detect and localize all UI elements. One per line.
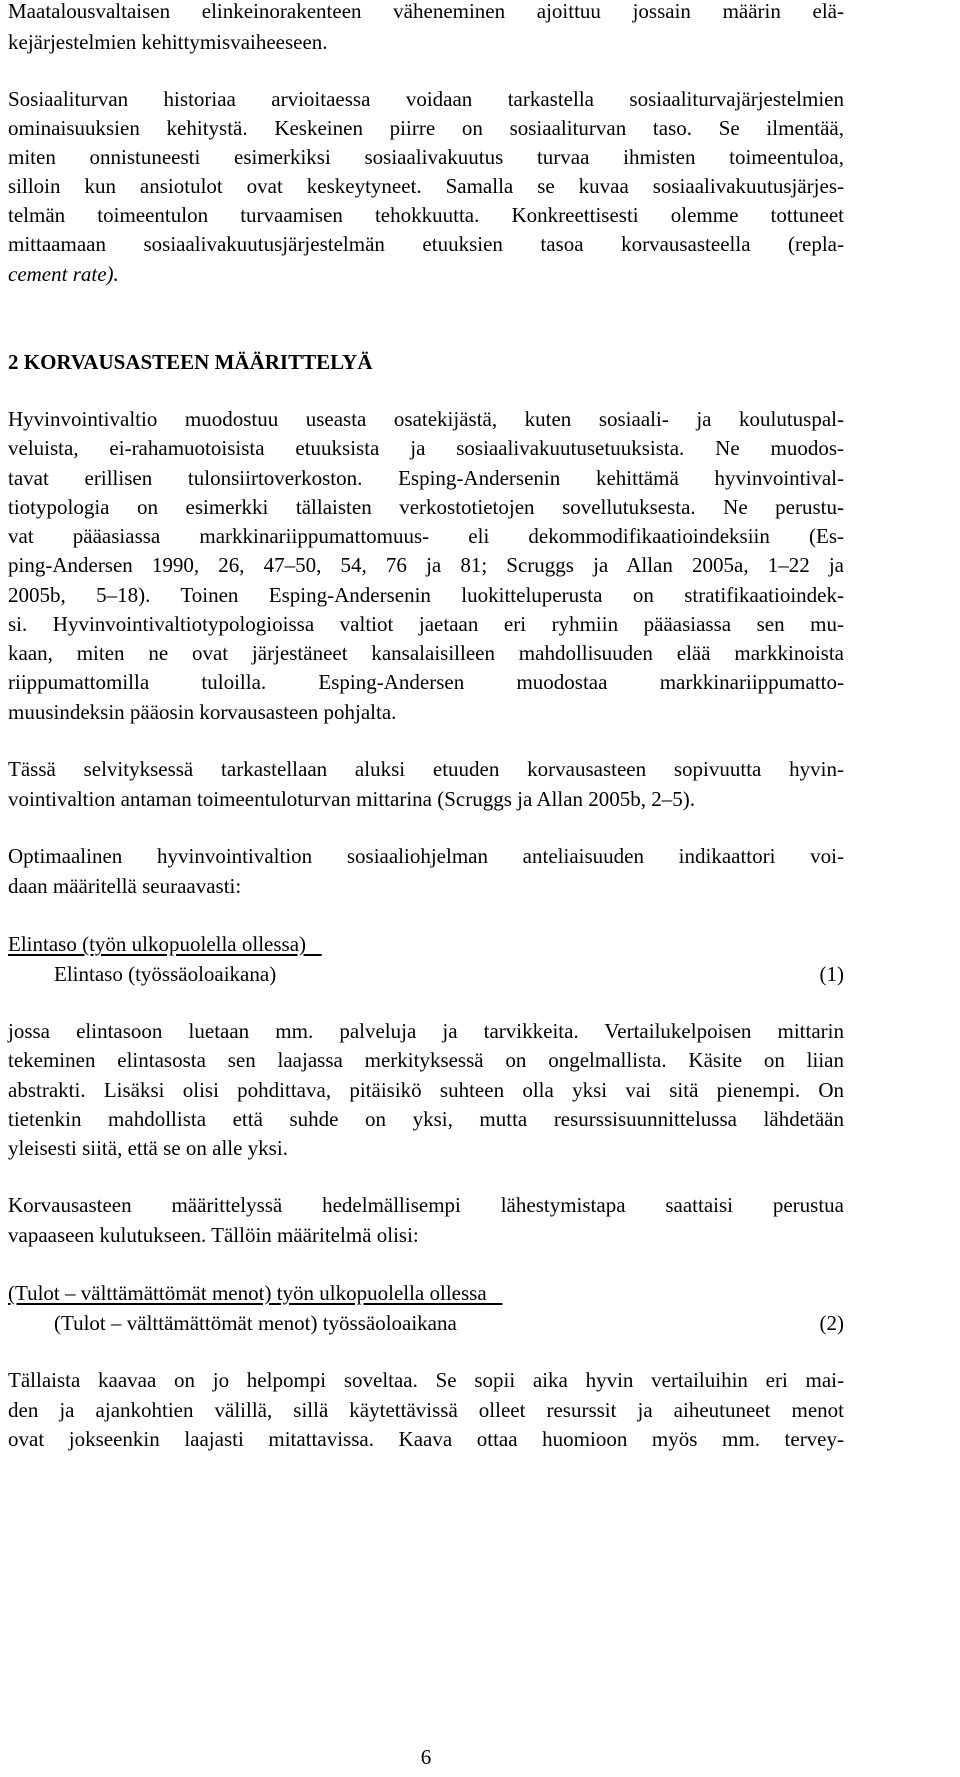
paragraph-2-line-7-italic: cement rate). [8, 262, 119, 286]
paragraph-3-line-7: 2005b, 5–18). Toinen Esping-Andersenin luokitteluperusta on stratifikaatioindek- [8, 583, 844, 607]
equation-2-number: (2) [819, 1311, 844, 1335]
paragraph-2-line-3: miten onnistuneesti esimerkiksi sosiaalivakuutus turvaa ihmisten toimeentuloa, [8, 145, 844, 169]
paragraph-6-line-5: yleisesti siitä, että se on alle yksi. [8, 1136, 288, 1160]
paragraph-3-line-2: veluista, ei-rahamuotoisista etuuksista ja sosiaalivakuutusetuuksista. Ne muodos- [8, 436, 844, 460]
paragraph-3-line-8: si. Hyvinvointivaltiotypologioissa valtiot jaetaan eri ryhmiin pääasiassa sen mu- [8, 612, 844, 636]
paragraph-6-line-2: tekeminen elintasosta sen laajassa merkityksessä on ongelmallista. Käsite on liian [8, 1048, 844, 1072]
equation-2-fraction-bar-tail [487, 1281, 503, 1305]
paragraph-1-line-1: Maatalousvaltaisen elinkeinorakenteen väheneminen ajoittuu jossain määrin elä- [8, 0, 844, 23]
paragraph-3-line-1: Hyvinvointivaltio muodostuu useasta osatekijästä, kuten sosiaali- ja koulutuspal- [8, 407, 844, 431]
paragraph-1-line-2: kejärjestelmien kehittymisvaiheeseen. [8, 30, 328, 54]
paragraph-4-line-2: vointivaltion antaman toimeentuloturvan mittarina (Scruggs ja Allan 2005b, 2–5). [8, 787, 696, 811]
paragraph-7-line-2: vapaaseen kulutukseen. Tällöin määritelmä olisi: [8, 1223, 419, 1247]
paragraph-8-line-2: den ja ajankohtien välillä, sillä käytettävissä olleet resurssit ja aiheutuneet menot [8, 1398, 844, 1422]
paragraph-7-line-1: Korvausasteen määrittelyssä hedelmällisempi lähestymistapa saattaisi perustua [8, 1193, 844, 1217]
paragraph-4-line-1: Tässä selvityksessä tarkastellaan aluksi etuuden korvausasteen sopivuutta hyvin- [8, 757, 844, 781]
paragraph-2-line-5: telmän toimeentulon turvaamisen tehokkuutta. Konkreettisesti olemme tottuneet [8, 203, 844, 227]
paragraph-6-line-1: jossa elintasoon luetaan mm. palveluja ja tarvikkeita. Vertailukelpoisen mittarin [8, 1019, 844, 1043]
equation-2-numerator-text: (Tulot – välttämättömät menot) työn ulkopuolella ollessa [8, 1281, 487, 1305]
paragraph-3-line-5: vat pääasiassa markkinariippumattomuus- eli dekommodifikaatioindeksiin (Es- [8, 524, 844, 548]
equation-1-fraction-bar-tail [306, 932, 322, 956]
paragraph-2-line-1: Sosiaaliturvan historiaa arvioitaessa voidaan tarkastella sosiaaliturvajärjestelmien [8, 87, 844, 111]
paragraph-8-line-3: ovat jokseenkin laajasti mitattavissa. Kaava ottaa huomioon myös mm. tervey- [8, 1427, 844, 1451]
paragraph-3-line-4: tiotypologia on esimerkki tällaisten verkostotietojen sovellutuksesta. Ne perustu- [8, 495, 844, 519]
paragraph-2-line-4: silloin kun ansiotulot ovat keskeytyneet. Samalla se kuvaa sosiaalivakuutusjärjes- [8, 174, 844, 198]
equation-2-denominator: (Tulot – välttämättömät menot) työssäoloaikana [54, 1311, 457, 1335]
equation-2-numerator [8, 1283, 502, 1304]
paragraph-3-line-10: riippumattomilla tuloilla. Esping-Andersen muodostaa markkinariippumatto- [8, 670, 844, 694]
paragraph-3-line-9: kaan, miten ne ovat järjestäneet kansalaisilleen mahdollisuuden elää markkinoista [8, 641, 844, 665]
paragraph-5-line-1: Optimaalinen hyvinvointivaltion sosiaaliohjelman anteliaisuuden indikaattori voi- [8, 844, 844, 868]
equation-1-numerator-text: Elintaso (työn ulkopuolella ollessa) [8, 932, 307, 956]
equation-1-denominator: Elintaso (työssäoloaikana) [54, 962, 277, 986]
paragraph-3-line-6: ping-Andersen 1990, 26, 47–50, 54, 76 ja 81; Scruggs ja Allan 2005a, 1–22 ja [8, 553, 844, 577]
paragraph-2-line-2: ominaisuuksien kehitystä. Keskeinen piirre on sosiaaliturvan taso. Se ilmentää, [8, 116, 844, 140]
paragraph-2-line-7 [8, 264, 119, 285]
equation-1-number: (1) [819, 962, 844, 986]
paragraph-6-line-4: tietenkin mahdollista että suhde on yksi, mutta resurssisuunnittelussa lähdetään [8, 1107, 844, 1131]
equation-1-numerator [8, 934, 322, 955]
section-heading: 2 KORVAUSASTEEN MÄÄRITTELYÄ [8, 350, 373, 374]
paragraph-3-line-11: muusindeksin pääosin korvausasteen pohjalta. [8, 700, 397, 724]
paragraph-6-line-3: abstrakti. Lisäksi olisi pohdittava, pitäisikö suhteen olla yksi vai sitä pienempi. On [8, 1078, 844, 1102]
paragraph-5-line-2: daan määritellä seuraavasti: [8, 874, 242, 898]
paragraph-2-line-6: mittaamaan sosiaalivakuutusjärjestelmän etuuksien tasoa korvausasteella (repla- [8, 232, 844, 256]
paragraph-8-line-1: Tällaista kaavaa on jo helpompi soveltaa. Se sopii aika hyvin vertailuihin eri mai- [8, 1368, 844, 1392]
page-number: 6 [420, 1745, 432, 1769]
paragraph-3-line-3: tavat erillisen tulonsiirtoverkoston. Esping-Andersenin kehittämä hyvinvointival- [8, 466, 844, 490]
